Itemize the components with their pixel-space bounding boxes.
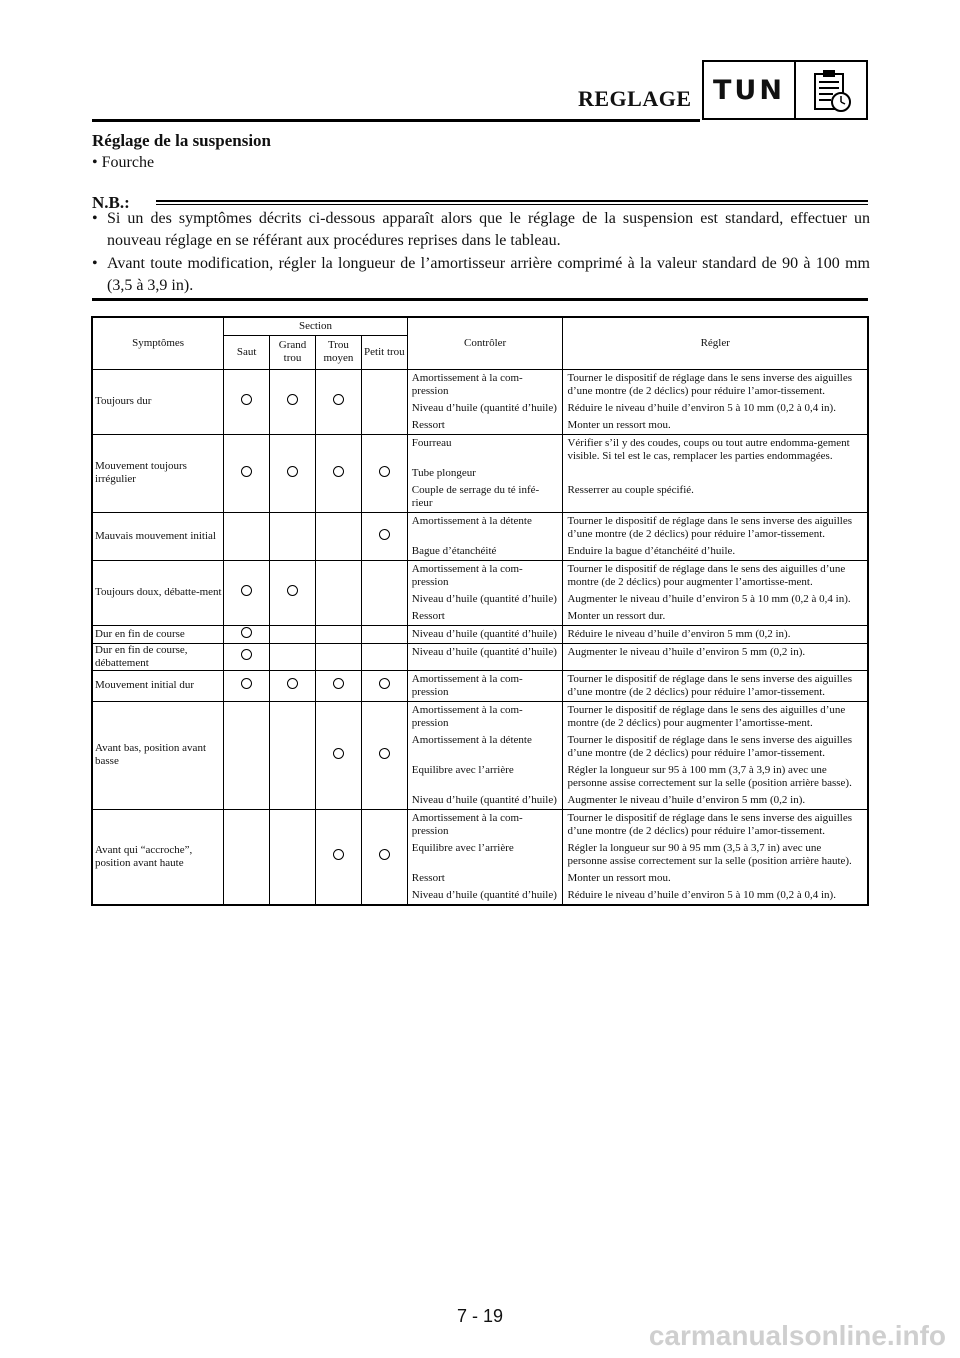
check-cell: Niveau d’huile (quantité d’huile): [407, 400, 563, 417]
section-mark-cell: [361, 512, 407, 560]
table-row: [92, 643, 868, 670]
adjust-cell: Enduire la bague d’étanchéité d’huile.: [563, 543, 868, 561]
section-mark-cell: [315, 670, 361, 701]
header-sub-trou-moyen: Trou moyen: [315, 335, 361, 369]
section-mark-cell: [224, 369, 270, 434]
badge-label: TUN: [704, 62, 796, 118]
check-cell: Equilibre avec l’arrière: [407, 762, 563, 792]
check-cell: Amortissement à la com-pression: [407, 670, 563, 701]
section-item: • Fourche: [92, 154, 155, 171]
check-cell: Niveau d’huile (quantité d’huile): [407, 643, 563, 670]
nb-rule-thin: [156, 204, 868, 205]
check-cell: Bague d’étanchéité: [407, 543, 563, 561]
check-cell: Niveau d’huile (quantité d’huile): [407, 625, 563, 643]
section-mark-cell: [224, 625, 270, 643]
adjust-cell: [563, 465, 868, 482]
check-cell: Amortissement à la détente: [407, 732, 563, 762]
section-mark-cell: [315, 809, 361, 905]
check-cell: Ressort: [407, 608, 563, 626]
section-item-text: Fourche: [101, 154, 155, 171]
table-row: [92, 809, 868, 840]
circle-mark-icon: [287, 678, 298, 689]
symptom-cell: Toujours dur: [92, 369, 224, 434]
symptom-cell: Mouvement initial dur: [92, 670, 224, 701]
adjust-cell: Resserrer au couple spécifié.: [563, 482, 868, 513]
adjust-cell: Tourner le dispositif de réglage dans le sens inverse des aiguilles d’une montre (de 2 déclics) pour réduire l’amor-tissement.: [563, 670, 868, 701]
circle-mark-icon: [241, 394, 252, 405]
section-mark-cell: [315, 512, 361, 560]
section-mark-cell: [315, 369, 361, 434]
section-badge: [702, 60, 868, 120]
circle-mark-icon: [241, 627, 252, 638]
circle-mark-icon: [333, 678, 344, 689]
table-row: [92, 670, 868, 701]
adjust-cell: Tourner le dispositif de réglage dans le sens inverse des aiguilles d’une montre (de 2 déclics) pour réduire l’amor-tissement.: [563, 512, 868, 543]
nb-rule: [156, 200, 868, 202]
circle-mark-icon: [241, 678, 252, 689]
adjust-cell: Régler la longueur sur 90 à 95 mm (3,5 à 3,7 in) avec une personne assise correctement sur la selle (position arrière haute).: [563, 840, 868, 870]
section-mark-cell: [224, 560, 270, 625]
section-mark-cell: [224, 701, 270, 809]
check-cell: Equilibre avec l’arrière: [407, 840, 563, 870]
note-text: Si un des symptômes décrits ci-dessous apparaît alors que le réglage de la suspension est standard, effectuer un nouveau réglage en se référant aux procédures reprises dans le tableau.: [107, 210, 870, 249]
section-mark-cell: [361, 643, 407, 670]
adjust-cell: Tourner le dispositif de réglage dans le sens des aiguilles d’une montre (de 2 déclics) pour augmenter l’amortisse-ment.: [563, 560, 868, 591]
circle-mark-icon: [287, 394, 298, 405]
adjust-cell: Augmenter le niveau d’huile d’environ 5 mm (0,2 in).: [563, 792, 868, 810]
adjust-cell: Monter un ressort mou.: [563, 417, 868, 435]
section-mark-cell: [315, 625, 361, 643]
section-mark-cell: [361, 809, 407, 905]
note-text: Avant toute modification, régler la longueur de l’amortisseur arrière comprimé à la valeur standard de 90 à 100 mm (3,5 à 3,9 in).: [107, 255, 870, 294]
adjust-cell: Vérifier s’il y des coudes, coups ou tout autre endomma-gement visible. Si tel est le cas, remplacer les parties endommagées.: [563, 434, 868, 465]
adjust-cell: Réduire le niveau d’huile d’environ 5 à 10 mm (0,2 à 0,4 in).: [563, 887, 868, 905]
page-header: [0, 0, 960, 130]
circle-mark-icon: [287, 585, 298, 596]
check-cell: Amortissement à la com-pression: [407, 560, 563, 591]
section-mark-cell: [270, 809, 316, 905]
nb-label: N.B.:: [92, 193, 130, 212]
circle-mark-icon: [379, 529, 390, 540]
note-item: • Avant toute modification, régler la longueur de l’amortisseur arrière comprimé à la valeur standard de 90 à 100 mm (3,5 à 3,9 in).: [92, 253, 870, 297]
suspension-table: [91, 316, 869, 906]
section-mark-cell: [361, 560, 407, 625]
symptom-cell: Mouvement toujours irrégulier: [92, 434, 224, 512]
section-mark-cell: [361, 434, 407, 512]
table-row: [92, 625, 868, 643]
check-cell: Niveau d’huile (quantité d’huile): [407, 591, 563, 608]
section-mark-cell: [270, 369, 316, 434]
section-mark-cell: [315, 434, 361, 512]
adjust-cell: Régler la longueur sur 95 à 100 mm (3,7 à 3,9 in) avec une personne assise correctement sur la selle (position arrière basse).: [563, 762, 868, 792]
circle-mark-icon: [241, 466, 252, 477]
section-mark-cell: [224, 643, 270, 670]
check-cell: Amortissement à la détente: [407, 512, 563, 543]
section-mark-cell: [270, 625, 316, 643]
header-sub-saut: Saut: [224, 335, 270, 369]
symptom-cell: Avant bas, position avant basse: [92, 701, 224, 809]
adjust-cell: Tourner le dispositif de réglage dans le sens des aiguilles d’une montre (de 2 déclics) pour augmenter l’amortisse-ment.: [563, 701, 868, 732]
section-mark-cell: [270, 512, 316, 560]
circle-mark-icon: [333, 466, 344, 477]
table-row: [92, 701, 868, 732]
table-row: [92, 512, 868, 543]
symptom-cell: Mauvais mouvement initial: [92, 512, 224, 560]
check-cell: Ressort: [407, 417, 563, 435]
section-mark-cell: [270, 560, 316, 625]
check-cell: Couple de serrage du té infé-rieur: [407, 482, 563, 513]
section-mark-cell: [270, 434, 316, 512]
header-adjust: Régler: [563, 317, 868, 369]
adjust-cell: Tourner le dispositif de réglage dans le sens inverse des aiguilles d’une montre (de 2 déclics) pour réduire l’amor-tissement.: [563, 732, 868, 762]
section-title: Réglage de la suspension: [92, 131, 271, 150]
section-mark-cell: [361, 625, 407, 643]
section-mark-cell: [270, 643, 316, 670]
header-sub-grand-trou: Grand trou: [270, 335, 316, 369]
section-mark-cell: [315, 643, 361, 670]
header-section: Section: [224, 317, 408, 335]
symptom-cell: Avant qui “accroche”, position avant haute: [92, 809, 224, 905]
section-mark-cell: [224, 512, 270, 560]
checklist-clock-icon: [796, 62, 866, 118]
check-cell: Ressort: [407, 870, 563, 887]
section-mark-cell: [270, 701, 316, 809]
check-cell: Niveau d’huile (quantité d’huile): [407, 887, 563, 905]
table-row: [92, 369, 868, 400]
circle-mark-icon: [241, 585, 252, 596]
check-cell: Amortissement à la com-pression: [407, 701, 563, 732]
adjust-cell: Tourner le dispositif de réglage dans le sens inverse des aiguilles d’une montre (de 2 déclics) pour réduire l’amor-tissement.: [563, 369, 868, 400]
circle-mark-icon: [379, 466, 390, 477]
header-check: Contrôler: [407, 317, 563, 369]
section-mark-cell: [224, 809, 270, 905]
circle-mark-icon: [379, 748, 390, 759]
page-title: REGLAGE: [578, 86, 692, 111]
check-cell: Amortissement à la com-pression: [407, 809, 563, 840]
check-cell: Niveau d’huile (quantité d’huile): [407, 792, 563, 810]
section-mark-cell: [224, 670, 270, 701]
header-symptom: Symptômes: [92, 317, 224, 369]
circle-mark-icon: [287, 466, 298, 477]
adjust-cell: Augmenter le niveau d’huile d’environ 5 mm (0,2 in).: [563, 643, 868, 670]
separator-rule: [92, 298, 868, 301]
circle-mark-icon: [333, 748, 344, 759]
section-mark-cell: [361, 369, 407, 434]
adjust-cell: Tourner le dispositif de réglage dans le sens inverse des aiguilles d’une montre (de 2 déclics) pour réduire l’amor-tissement.: [563, 809, 868, 840]
table-body: [92, 369, 868, 905]
note-item: • Si un des symptômes décrits ci-dessous apparaît alors que le réglage de la suspension est standard, effectuer un nouveau réglage en se référant aux procédures reprises dans le tableau.: [92, 208, 870, 252]
symptom-cell: Toujours doux, débatte-ment: [92, 560, 224, 625]
circle-mark-icon: [333, 849, 344, 860]
check-cell: Fourreau: [407, 434, 563, 465]
section-mark-cell: [361, 701, 407, 809]
watermark: carmanualsonline.info: [648, 1320, 946, 1351]
check-cell: Tube plongeur: [407, 465, 563, 482]
circle-mark-icon: [333, 394, 344, 405]
adjust-cell: Augmenter le niveau d’huile d’environ 5 à 10 mm (0,2 à 0,4 in).: [563, 591, 868, 608]
adjust-cell: Réduire le niveau d’huile d’environ 5 mm (0,2 in).: [563, 625, 868, 643]
table-row: [92, 434, 868, 465]
adjust-cell: Monter un ressort mou.: [563, 870, 868, 887]
section-mark-cell: [315, 701, 361, 809]
section-mark-cell: [224, 434, 270, 512]
circle-mark-icon: [241, 649, 252, 660]
adjust-cell: Réduire le niveau d’huile d’environ 5 à 10 mm (0,2 à 0,4 in).: [563, 400, 868, 417]
section-mark-cell: [270, 670, 316, 701]
page-number: 7 - 19: [456, 1306, 504, 1326]
header-sub-petit-trou: Petit trou: [361, 335, 407, 369]
symptom-cell: Dur en fin de course: [92, 625, 224, 643]
circle-mark-icon: [379, 678, 390, 689]
header-rule: [92, 119, 700, 122]
check-cell: Amortissement à la com-pression: [407, 369, 563, 400]
symptom-cell: Dur en fin de course, débattement: [92, 643, 224, 670]
adjust-cell: Monter un ressort dur.: [563, 608, 868, 626]
section-mark-cell: [315, 560, 361, 625]
circle-mark-icon: [379, 849, 390, 860]
table-row: [92, 560, 868, 591]
section-mark-cell: [361, 670, 407, 701]
